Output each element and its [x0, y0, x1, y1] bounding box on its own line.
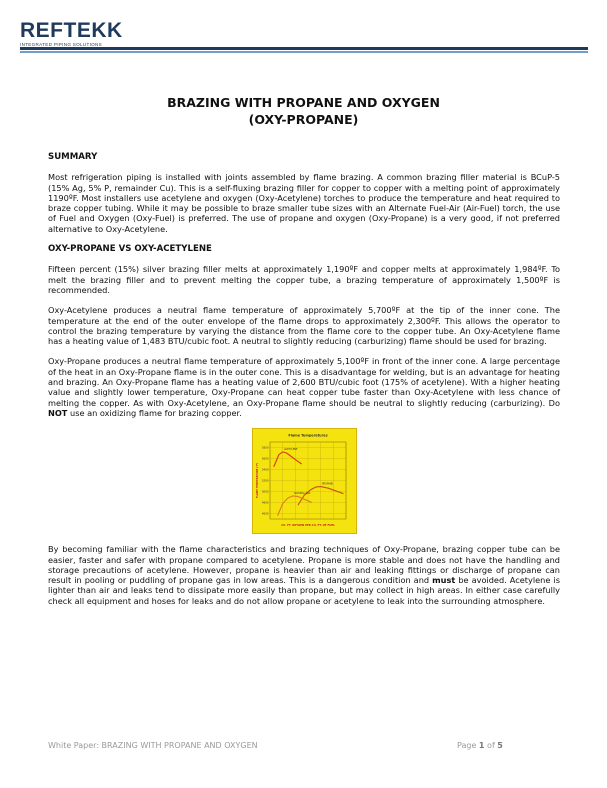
document-title-line-2: (OXY-PROPANE): [248, 112, 359, 127]
oxy-acetylene-paragraph: Oxy-Acetylene produces a neutral flame temperature of approximately 5,700ºF at the tip of the inner cone. The temperature at the end of the outer envelope of the flame drops to approximately 2,300ºF. This allows the operator to control the brazing temperature by varying the distance from the flame core to the copper tube. An Oxy-Acetylene flame has a heating value of 1,483 BTU/cubic foot. A neutral to slightly reducing (carburizing) flame should be used for brazing.: [48, 305, 560, 347]
logo-tagline: INTEGRATED PIPING SOLUTIONS: [20, 42, 103, 47]
oxy-propane-paragraph: [48, 356, 560, 418]
document-title-line-1: BRAZING WITH PROPANE AND OXYGEN: [167, 95, 440, 110]
chart-y-tick-label: 4600: [261, 512, 268, 516]
oxy-propane-text-b: use an oxidizing flame for brazing copper.: [67, 407, 242, 418]
chart-x-axis-label: CU. FT. OXYGEN PER CU. FT. OF FUEL: [280, 524, 335, 528]
comparison-heading: OXY-PROPANE VS OXY-ACETYLENE: [48, 244, 212, 255]
chart-series-label: NATURAL GAS: [293, 492, 310, 496]
conclusion-emphasis: must: [432, 575, 456, 586]
footer-page-label: Page: [457, 741, 479, 750]
chart-y-axis-label: FLAME TEMPERATURE (°F): [255, 463, 259, 499]
oxy-propane-emphasis: NOT: [48, 407, 68, 418]
chart-title: Flame Temperatures: [287, 433, 328, 438]
chart-y-tick-label: 5000: [261, 490, 268, 494]
chart-series-label: PROPANE: [321, 482, 333, 486]
chart-y-tick-label: 4800: [261, 501, 268, 505]
company-logo: [20, 20, 123, 47]
header-rule-light: [20, 51, 588, 53]
chart-y-tick-label: 5600: [261, 457, 268, 461]
summary-paragraph: Most refrigeration piping is installed with joints assembled by flame brazing. A common brazing filler material is BCuP-5 (15% Ag, 5% P, remainder Cu). This is a self-fluxing brazing filler for copper to copper with a melting point of approximately 1190ºF. Most installers use acetylene and oxygen (Oxy-Acetylene) torches to produce the temperature and heat required to braze copper tubing. While it may be possible to braze smaller tube sizes with an Alternate Fuel-Air (Air-Fuel) torch, the use of Fuel and Oxygen (Oxy-Fuel) is preferred. The use of propane and oxygen (Oxy-Propane) is a very good, if not preferred alternative to Oxy-Acetylene.: [48, 172, 560, 234]
footer-document-title: White Paper: BRAZING WITH PROPANE AND OXYGEN: [48, 741, 258, 750]
summary-heading: SUMMARY: [48, 152, 98, 162]
conclusion-text-b: be avoided. Acetylene is lighter than air and leaks tend to dissipate more easily than propane, but may collect in high areas. In either case carefully check all equipment and hoses for leaks and do not allow propane or acetylene to leak into the surrounding atmosphere.: [48, 575, 560, 606]
flame-temperature-chart: [252, 428, 357, 534]
conclusion-text-a: By becoming familiar with the flame characteristics and brazing techniques of Oxy-Propane, brazing copper tube can be easier, faster and safer with propane compared to acetylene. Propane is more stable and does not have the handling and storage precautions of acetylene. However, propane is heavier than air and leaking fittings or discharge of propane can result in pooling or puddling of propane gas in low areas. This is a dangerous condition and: [48, 544, 560, 586]
chart-y-tick-label: 5400: [261, 468, 268, 472]
chart-y-tick-label: 5800: [261, 446, 268, 450]
chart-svg: [253, 429, 356, 533]
chart-series-label: ACETYLENE: [283, 448, 297, 452]
footer-page-number: [457, 741, 503, 750]
footer-page-of: of: [484, 741, 498, 750]
logo-wordmark: REFTEKK: [20, 19, 123, 42]
melting-paragraph: Fifteen percent (15%) silver brazing filler melts at approximately 1,190ºF and copper melts at approximately 1,984ºF. To melt the brazing filler and to prevent melting the copper tube, a brazing temperature of approximately 1,500ºF is recommended.: [48, 264, 560, 295]
conclusion-paragraph: [48, 544, 560, 606]
header-rule-dark: [20, 47, 588, 50]
footer-page-total: 5: [497, 741, 503, 750]
chart-y-tick-label: 5200: [261, 479, 268, 483]
document-body: [48, 152, 560, 616]
figure-container: [48, 428, 560, 534]
oxy-propane-text-a: Oxy-Propane produces a neutral flame temperature of approximately 5,100ºF in front of the inner cone. A large percentage of the heat in an Oxy-Propane flame is in the outer cone. This is a disadvantage for welding, but is an advantage for heating and brazing. An Oxy-Propane flame has a heating value of 2,600 BTU/cubic foot (175% of acetylene). With a higher heating value and slightly lower temperature, Oxy-Propane can heat copper tube faster than Oxy-Acetylene with less chance of melting the copper. As with Oxy-Acetylene, an Oxy-Propane flame should be neutral to slightly reducing (carburizing). Do: [48, 356, 560, 408]
chart-series-line: [273, 452, 301, 467]
footer-page-current: 1: [478, 741, 485, 750]
